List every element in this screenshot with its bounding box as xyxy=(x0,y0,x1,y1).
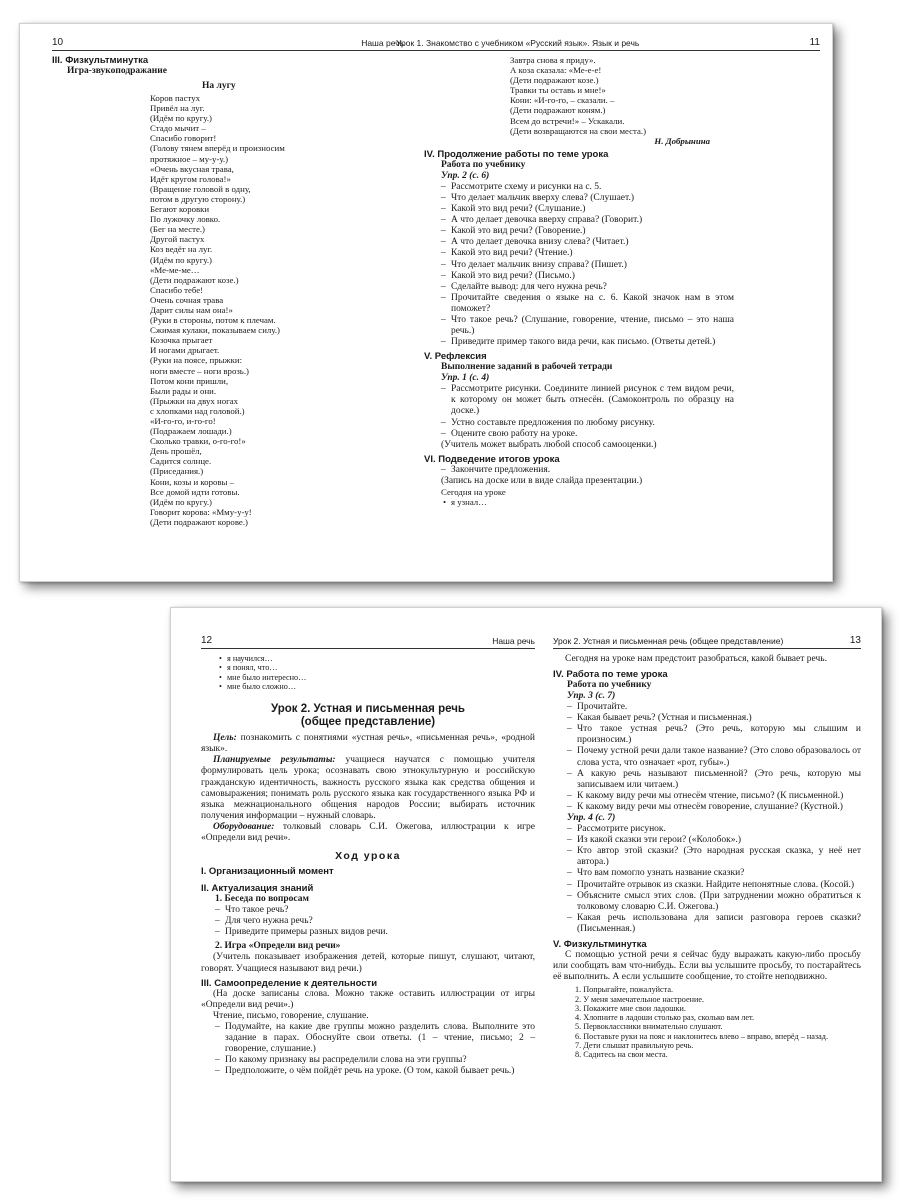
numbered-item: 2. У меня замечательное настроение. xyxy=(575,994,705,1004)
poem-line: Садится солнце. xyxy=(150,456,212,467)
exercise-items xyxy=(567,824,861,935)
numbered-item: 1. Попрыгайте, пожалуйста. xyxy=(575,985,674,995)
task-item: – По какому признаку вы распределили слова на эти группы? xyxy=(215,1055,535,1066)
poem-line: Стадо мычит – xyxy=(150,123,206,134)
section-heading: II. Актуализация знаний xyxy=(201,883,314,895)
page-number: 11 xyxy=(809,37,820,48)
poem-line: Все домой идти готовы. xyxy=(150,486,240,497)
exercise-item: – Что такое речь? (Слушание, говорение, чтение, письмо – это наша речь.) xyxy=(441,315,734,337)
list-item: • я научился… xyxy=(217,654,535,663)
section-heading: III. Самоопределение к деятельности xyxy=(201,977,378,989)
lesson-title-line-2: (общее представление) xyxy=(300,716,436,729)
poem-line: И ногами дрыгает. xyxy=(150,345,220,356)
exercise-items xyxy=(396,384,820,439)
poem-title: На лугу xyxy=(202,81,236,91)
section-heading: V. Рефлексия xyxy=(424,351,487,363)
poem-line: Были рады и они. xyxy=(150,385,217,396)
subsection-heading: Работа по учебнику xyxy=(441,159,526,170)
page-10 xyxy=(52,38,404,527)
page-number: 12 xyxy=(201,635,213,646)
exercise-item: – А какую речь называют письменной? (Это речь, которую мы записываем или читаем.) xyxy=(567,769,861,791)
intro-text: Сегодня на уроке нам предстоит разобраться, какой бывает речь. xyxy=(565,654,827,664)
numbered-item: 8. Садитесь на свои места. xyxy=(575,1050,668,1060)
poem-line: Потом кони пришли, xyxy=(150,375,229,386)
results-label: Планируемые результаты: xyxy=(213,755,336,766)
exercise-item: – К какому виду речи мы отнесём чтение, письмо? (К письменной.) xyxy=(567,791,861,802)
word-list: Чтение, письмо, говорение, слушание. xyxy=(213,1010,369,1021)
exercise-item: – Прочитайте. xyxy=(567,702,861,713)
poem-continuation xyxy=(396,55,820,136)
exercise-label: Упр. 3 (с. 7) xyxy=(567,691,616,702)
exercise-item: – Прочитайте отрывок из сказки. Найдите непонятные слова. (Косой.) xyxy=(567,880,861,891)
exercise-label: Упр. 4 (с. 7) xyxy=(567,813,616,824)
note: (На доске записаны слова. Можно также оставить иллюстрации от игры «Определи вид речи».) xyxy=(201,988,535,1010)
numbered-item: 4. Хлопните в ладоши столько раз, сколько вам лет. xyxy=(575,1013,755,1023)
numbered-item: 7. Дети слышат правильную речь. xyxy=(575,1041,694,1051)
exercise-item: – Рассмотрите рисунки. Соедините линией рисунок с тем видом речи, к которому он может быть отнесён. (Самоконтроль по образцу на доске.) xyxy=(441,384,734,417)
question-item: – Приведите примеры разных видов речи. xyxy=(215,927,535,938)
page-12 xyxy=(201,636,535,1077)
lesson-results xyxy=(201,755,535,822)
task-item: – Закончите предложения. xyxy=(441,465,734,476)
poem-line: Привёл на луг. xyxy=(150,103,205,114)
poem-line: (Приседания.) xyxy=(150,466,204,477)
poem-line: (Дети подражают корове.) xyxy=(150,516,248,527)
running-header xyxy=(396,38,820,51)
exercise-label: Упр. 2 (с. 6) xyxy=(441,170,490,181)
exercise-label: Упр. 1 (с. 4) xyxy=(441,373,490,384)
header-title: Наша речь xyxy=(492,636,535,646)
subsection-heading: Выполнение заданий в рабочей тетради xyxy=(441,362,613,373)
exercise-item: – Что делает мальчик вверху слева? (Слушает.) xyxy=(441,193,734,204)
page-number: 13 xyxy=(849,635,861,646)
numbered-list xyxy=(553,985,861,1059)
exercise-item: – А что делает девочка вверху справа? (Говорит.) xyxy=(441,215,734,226)
poem-line: «Ме-ме-ме… xyxy=(150,264,200,275)
poem-line: А коза сказала: «Ме-е-е! xyxy=(510,65,602,76)
poem-line: (Идём по кругу.) xyxy=(150,496,212,507)
exercise-item: – К какому виду речи мы отнесём говорение, слушание? (Кустной.) xyxy=(567,802,861,813)
list-item: • мне было интересно… xyxy=(217,673,535,682)
exercise-item: – Какой это вид речи? (Письмо.) xyxy=(441,271,734,282)
note: (Учитель может выбрать любой способ самооценки.) xyxy=(441,439,657,450)
note: (Запись на доске или в виде слайда презентации.) xyxy=(441,475,643,486)
poem-line: Идёт кругом голова!» xyxy=(150,173,231,184)
section-heading: VI. Подведение итогов урока xyxy=(424,453,560,465)
exercise-item: – Прочитайте сведения о языке на с. 6. Какой значок нам в этом поможет? xyxy=(441,293,734,315)
poem-line: Говорит корова: «Мму-у-у! xyxy=(150,506,252,517)
poem-line: ноги вместе – ноги врозь.) xyxy=(150,365,249,376)
poem-line: (Руки на поясе, прыжки: xyxy=(150,355,243,366)
lesson-title xyxy=(201,703,535,729)
equipment-label: Оборудование: xyxy=(213,821,275,832)
poem-line: (Прыжки на двух ногах xyxy=(150,395,239,406)
poem-line: Спасибо говорит! xyxy=(150,133,217,144)
goal-text: познакомить с понятиями «устная речь», «письменная речь», «родной язык». xyxy=(201,733,535,755)
exercise-item: – Сделайте вывод: для чего нужна речь? xyxy=(441,282,734,293)
exercise-item: – Устно составьте предложения по любому рисунку. xyxy=(441,418,734,429)
running-header xyxy=(553,636,861,649)
poem-line: (Голову тянем вперёд и произносим xyxy=(150,143,285,154)
question-item: – Что такое речь? xyxy=(215,905,535,916)
exercise-item: – Объясните смысл этих слов. (При затруднении можно обратиться к толковому словарю С.И. Ожегова.) xyxy=(567,891,861,913)
poem-line: Травки ты оставь и мне!» xyxy=(510,85,606,96)
poem-line: Очень сочная трава xyxy=(150,294,224,305)
course-heading: Ход урока xyxy=(335,850,401,863)
subsection-heading: Игра-звукоподражание xyxy=(67,66,167,76)
exercise-item: – А что делает девочка внизу слева? (Читает.) xyxy=(441,237,734,248)
poem-line: (Дети подражают коням.) xyxy=(510,105,606,116)
subsection-heading: 1. Беседа по вопросам xyxy=(215,894,309,905)
task-item: – Подумайте, на какие две группы можно разделить слова. Выполните это задание в парах. Обоснуйте свои ответы. (1 – чтение, письмо; 2 – говорение, слушание.) xyxy=(215,1022,535,1055)
equipment-text: толковый словарь С.И. Ожегова, иллюстрации к игре «Определи вид речи». xyxy=(201,821,535,844)
page-number: 10 xyxy=(52,37,64,48)
poem-line: (Дети подражают козе.) xyxy=(150,274,239,285)
exercise-items xyxy=(567,702,861,813)
exercise-item: – Что делает мальчик внизу справа? (Пишет.) xyxy=(441,260,734,271)
poem-author: Н. Добрынина xyxy=(654,135,710,146)
poem-line: (Идём по кругу.) xyxy=(150,113,212,124)
subsection-heading: Работа по учебнику xyxy=(567,680,652,691)
list-item: • мне было сложно… xyxy=(217,682,535,691)
poem-line: (Вращение головой в одну, xyxy=(150,183,251,194)
exercise-item: – Оцените свою работу на уроке. xyxy=(441,429,734,440)
exercise-item: – Что такое устная речь? (Это речь, которую мы слышим и произносим.) xyxy=(567,724,861,746)
poem-line: «Очень вкусная трава, xyxy=(150,163,234,174)
section-heading: I. Организационный момент xyxy=(201,866,334,878)
poem-line: Сжимая кулаки, показываем силу.) xyxy=(150,325,280,336)
poem-line: Спасибо тебе! xyxy=(150,284,204,295)
poem-line: Коз ведёт на луг. xyxy=(150,244,213,255)
book-spread-pages-10-11 xyxy=(19,23,833,582)
poem-line: День прошёл, xyxy=(150,446,202,457)
exercise-item: – Кто автор этой сказки? (Это народная русская сказка, у неё нет автора.) xyxy=(567,846,861,868)
header-title: Урок 2. Устная и письменная речь (общее представление) xyxy=(553,636,784,646)
question-item: – Для чего нужна речь? xyxy=(215,916,535,927)
poem-line: Кони: «И-го-го, – сказали. – xyxy=(510,95,615,106)
exercise-item: – Рассмотрите схему и рисунки на с. 5. xyxy=(441,182,734,193)
poem-line: «И-го-го, и-го-го! xyxy=(150,416,216,426)
exercise-item: – Какая речь использована для записи разговора героев сказки? (Письменная.) xyxy=(567,913,861,935)
poem-line: Бегают коровки xyxy=(150,204,210,215)
poem-line: (Руки в стороны, потом к плечам. xyxy=(150,315,276,326)
poem-line: потом в другую сторону.) xyxy=(150,193,246,204)
prompt: Сегодня на уроке xyxy=(441,487,506,497)
poem-line: Всем до встречи!» – Ускакали. xyxy=(510,115,625,126)
section-heading: V. Физкультминутка xyxy=(553,938,647,950)
book-spread-pages-12-13 xyxy=(170,607,882,1182)
numbered-item: 3. Покажите мне свои ладошки. xyxy=(575,1003,686,1013)
section-heading: IV. Работа по теме урока xyxy=(553,669,668,681)
exercise-item: – Из какой сказки эти герои? («Колобок».) xyxy=(567,835,861,846)
running-header xyxy=(52,38,404,51)
exercise-item: – Какой это вид речи? (Слушание.) xyxy=(441,204,734,215)
poem-line: Коров пастух xyxy=(150,93,201,103)
note: (Учитель показывает изображения детей, которые пишут, слушают, читают, говорят. Учащиеся называют вид речи.) xyxy=(201,952,535,974)
poem-body xyxy=(52,93,404,527)
subsection-heading: 2. Игра «Определи вид речи» xyxy=(215,941,341,952)
exercise-item: – Приведите пример такого вида речи, как письмо. (Ответы детей.) xyxy=(441,337,734,348)
list-item: • я узнал… xyxy=(441,497,734,507)
question-list xyxy=(215,905,535,938)
numbered-item: 5. Первоклассники внимательно слушают. xyxy=(575,1022,723,1032)
poem-line: (Идём по кругу.) xyxy=(150,254,212,265)
exercise-text: С помощью устной речи я сейчас буду выражать какую-либо просьбу или сообщать вам что-нибудь. Если вы услышите просьбу, то постарайтесь её выполнить. А если услышите сообщение, то стойте неподвижно. xyxy=(553,949,861,983)
poem-line: Завтра снова я приду». xyxy=(510,55,596,65)
exercise-item: – Почему устной речи дали такое название? (Это слово образовалось от слова уста, что означает «рот, губы».) xyxy=(567,746,861,768)
goal-label: Цель: xyxy=(213,733,237,744)
bullet-list xyxy=(201,654,535,691)
poem-line: Дарит силы нам она!» xyxy=(150,304,233,315)
lesson-goal xyxy=(201,733,535,755)
exercise-item: – Какой это вид речи? (Говорение.) xyxy=(441,226,734,237)
lesson-equipment xyxy=(201,822,535,844)
page-11 xyxy=(396,38,820,507)
section-heading: IV. Продолжение работы по теме урока xyxy=(424,148,609,160)
exercise-item: – Какая бывает речь? (Устная и письменная.) xyxy=(567,713,861,724)
poem-line: протяжное – му-у-у.) xyxy=(150,153,229,164)
numbered-item: 6. Поставьте руки на пояс и наклонитесь влево – вправо, вперёд – назад. xyxy=(575,1031,829,1041)
lesson-title-line-1: Урок 2. Устная и письменная речь xyxy=(271,703,465,716)
poem-line: Сколько травки, о-го-го!» xyxy=(150,436,246,447)
poem-line: (Дети подражают козе.) xyxy=(510,75,599,86)
task-item: – Предположите, о чём пойдёт речь на уроке. (О том, какой бывает речь.) xyxy=(215,1066,535,1077)
task-list xyxy=(201,1022,535,1077)
poem-line: (Подражаем лошади.) xyxy=(150,426,232,437)
page-13 xyxy=(553,636,861,1060)
poem-line: с хлопками над головой.) xyxy=(150,405,245,416)
exercise-item: – Что вам помогло узнать название сказки? xyxy=(567,868,861,879)
poem-line: Козочка прыгает xyxy=(150,335,213,346)
header-title: Наша речь xyxy=(361,38,404,48)
results-text: учащиеся научатся с помощью учителя формулировать цель урока; осознавать свою этнокультурную и российскую гражданскую идентичность, важность русского языка как средства общения и самовыражения; понимать роль русского языка как государственного языка РФ и языка межнационального общения народов России; выбирать источник получения информации – нужный словарь. xyxy=(201,755,535,821)
section-heading: III. Физкультминутка xyxy=(52,55,149,66)
poem-line: Кони, козы и коровы – xyxy=(150,476,235,487)
exercise-item: – Какой это вид речи? (Чтение.) xyxy=(441,248,734,259)
list-item: • я понял, что… xyxy=(217,663,535,672)
header-title: Урок 1. Знакомство с учебником «Русский язык». Язык и речь xyxy=(396,38,640,48)
poem-line: Другой пастух xyxy=(150,234,205,245)
poem-line: (Бег на месте.) xyxy=(150,224,205,235)
exercise-item: – Рассмотрите рисунок. xyxy=(567,824,861,835)
exercise-items xyxy=(396,182,820,348)
running-header xyxy=(201,636,535,649)
poem-line: По лужочку ловко. xyxy=(150,214,221,225)
poem-line: (Дети возвращаются на свои места.) xyxy=(510,125,647,136)
